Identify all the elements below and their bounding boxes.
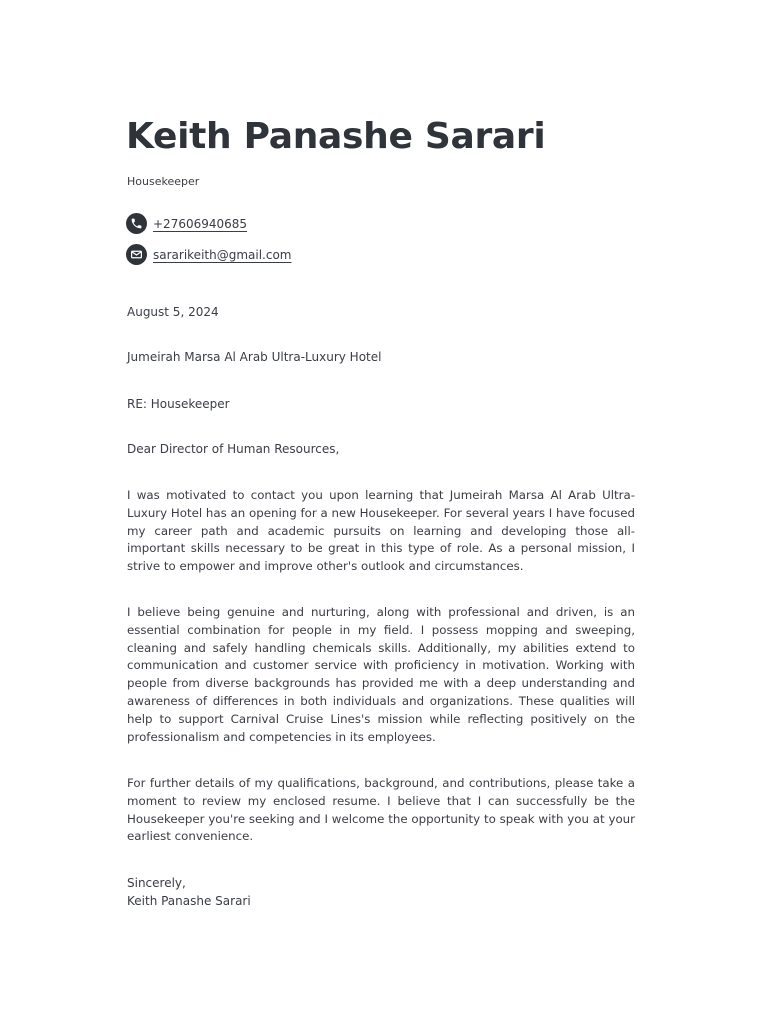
salutation: Dear Director of Human Resources, bbox=[127, 442, 340, 456]
paragraph-2: I believe being genuine and nurturing, along with professional and driven, is an essential combination for people in my field. I possess mopping and sweeping, cleaning and safely handling chemicals skills. Additionally, my abilities extend to communication and customer service with proficiency in motivation. Working with people from diverse backgrounds has provided me with a deep understanding and awareness of differences in both individuals and organizations. These qualities will help to support Carnival Cruise Lines's mission while reflecting positively on the professionalism and competencies in its employees. bbox=[127, 605, 635, 744]
contact-phone bbox=[126, 213, 247, 234]
subject-line: RE: Housekeeper bbox=[127, 397, 230, 411]
closing: Sincerely, bbox=[127, 876, 186, 890]
email-link[interactable]: sararikeith@gmail.com bbox=[153, 247, 292, 262]
contact-email bbox=[126, 244, 291, 265]
paragraph-1: I was motivated to contact you upon learning that Jumeirah Marsa Al Arab Ultra-Luxury Hotel has an opening for a new Housekeeper. For several years I have focused my career path and academic pursuits on learning and developing those all-important skills necessary to be great in this type of role. As a personal mission, I strive to empower and improve other's outlook and circumstances. bbox=[127, 488, 635, 574]
letter-date: August 5, 2024 bbox=[127, 305, 219, 319]
paragraph-3: For further details of my qualifications, background, and contributions, please take a moment to review my enclosed resume. I believe that I can successfully be the Housekeeper you're seeking and I welcome the opportunity to speak with you at your earliest convenience. bbox=[127, 776, 635, 844]
applicant-name: Keith Panashe Sarari bbox=[126, 116, 546, 157]
phone-icon bbox=[126, 213, 147, 234]
phone-link[interactable]: +27606940685 bbox=[153, 216, 248, 231]
email-icon bbox=[126, 244, 147, 265]
recipient-company: Jumeirah Marsa Al Arab Ultra-Luxury Hotel bbox=[127, 350, 382, 364]
signature: Keith Panashe Sarari bbox=[127, 894, 251, 908]
applicant-role: Housekeeper bbox=[127, 175, 200, 188]
